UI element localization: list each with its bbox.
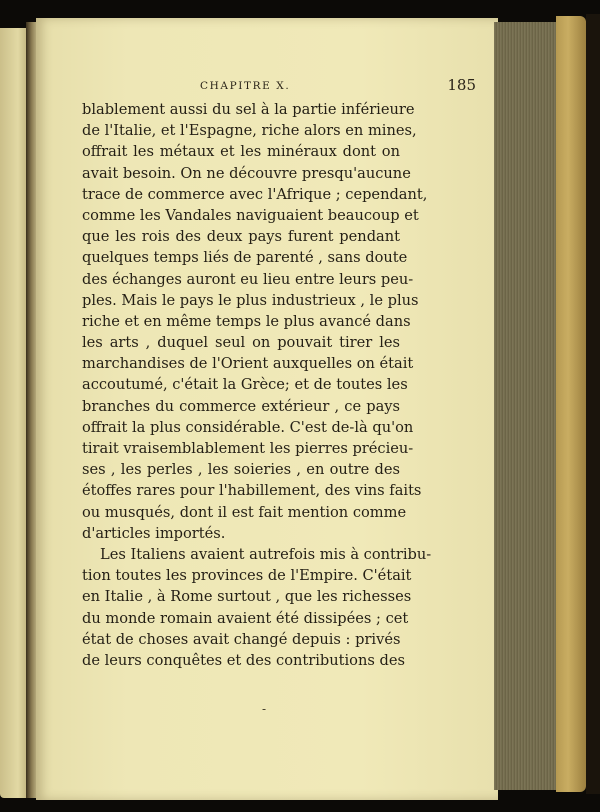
text-line: de leurs conquêtes et des contributions des [82, 651, 405, 669]
text-line: que les rois des deux pays furent pendant [82, 228, 400, 246]
text-line: d'articles importés. [82, 524, 226, 542]
running-head: CHAPITRE X. [200, 80, 291, 92]
text-line: étoffes rares pour l'habillement, des vins faits [82, 482, 422, 500]
text-line: ples. Mais le pays le plus industrieux , le plus [82, 291, 419, 309]
text-line: Les Italiens avaient autrefois mis à contribu- [100, 545, 432, 563]
text-line: marchandises de l'Orient auxquelles on était [82, 355, 414, 373]
text-line: offrait les métaux et les minéraux dont on [82, 143, 400, 161]
text-line: état de choses avait changé depuis : privés [82, 630, 401, 648]
text-line: branches du commerce extérieur , ce pays [82, 397, 400, 415]
text-line: en Italie , à Rome surtout , que les richesses [82, 588, 412, 606]
page-edges [494, 22, 558, 790]
text-line: comme les Vandales naviguaient beaucoup et [82, 206, 419, 224]
book-cover-edge [556, 16, 586, 792]
text-line: ou musqués, dont il est fait mention comme [82, 503, 407, 521]
text-line: riche et en même temps le plus avancé dans [82, 312, 411, 330]
text-line: avait besoin. On ne découvre presqu'aucune [82, 164, 411, 182]
footer-mark: - [262, 702, 267, 716]
text-line: accoutumé, c'était la Grèce; et de toutes les [82, 376, 408, 394]
text-line: du monde romain avaient été dissipées ; cet [82, 609, 409, 627]
text-line: tion toutes les provinces de l'Empire. C'était [82, 567, 412, 585]
text-line: ses , les perles , les soieries , en outre des [82, 461, 400, 479]
text-line: offrait la plus considérable. C'est de-là qu'on [82, 418, 414, 436]
background-edge [586, 14, 600, 794]
page-header [80, 76, 484, 98]
text-line: quelques temps liés de parenté , sans doute [82, 249, 408, 267]
text-line: blablement aussi du sel à la partie inférieure [82, 101, 415, 118]
text-line: trace de commerce avec l'Afrique ; cependant, [82, 185, 428, 203]
body-text [82, 99, 432, 671]
text-line: des échanges auront eu lieu entre leurs peu- [82, 270, 414, 288]
text-line: de l'Italie, et l'Espagne, riche alors en mines, [82, 122, 417, 140]
text-line: les arts , duquel seul on pouvait tirer les [82, 334, 400, 352]
text-line: tirait vraisemblablement les pierres précieu- [82, 440, 414, 457]
page-number: 185 [447, 76, 476, 94]
